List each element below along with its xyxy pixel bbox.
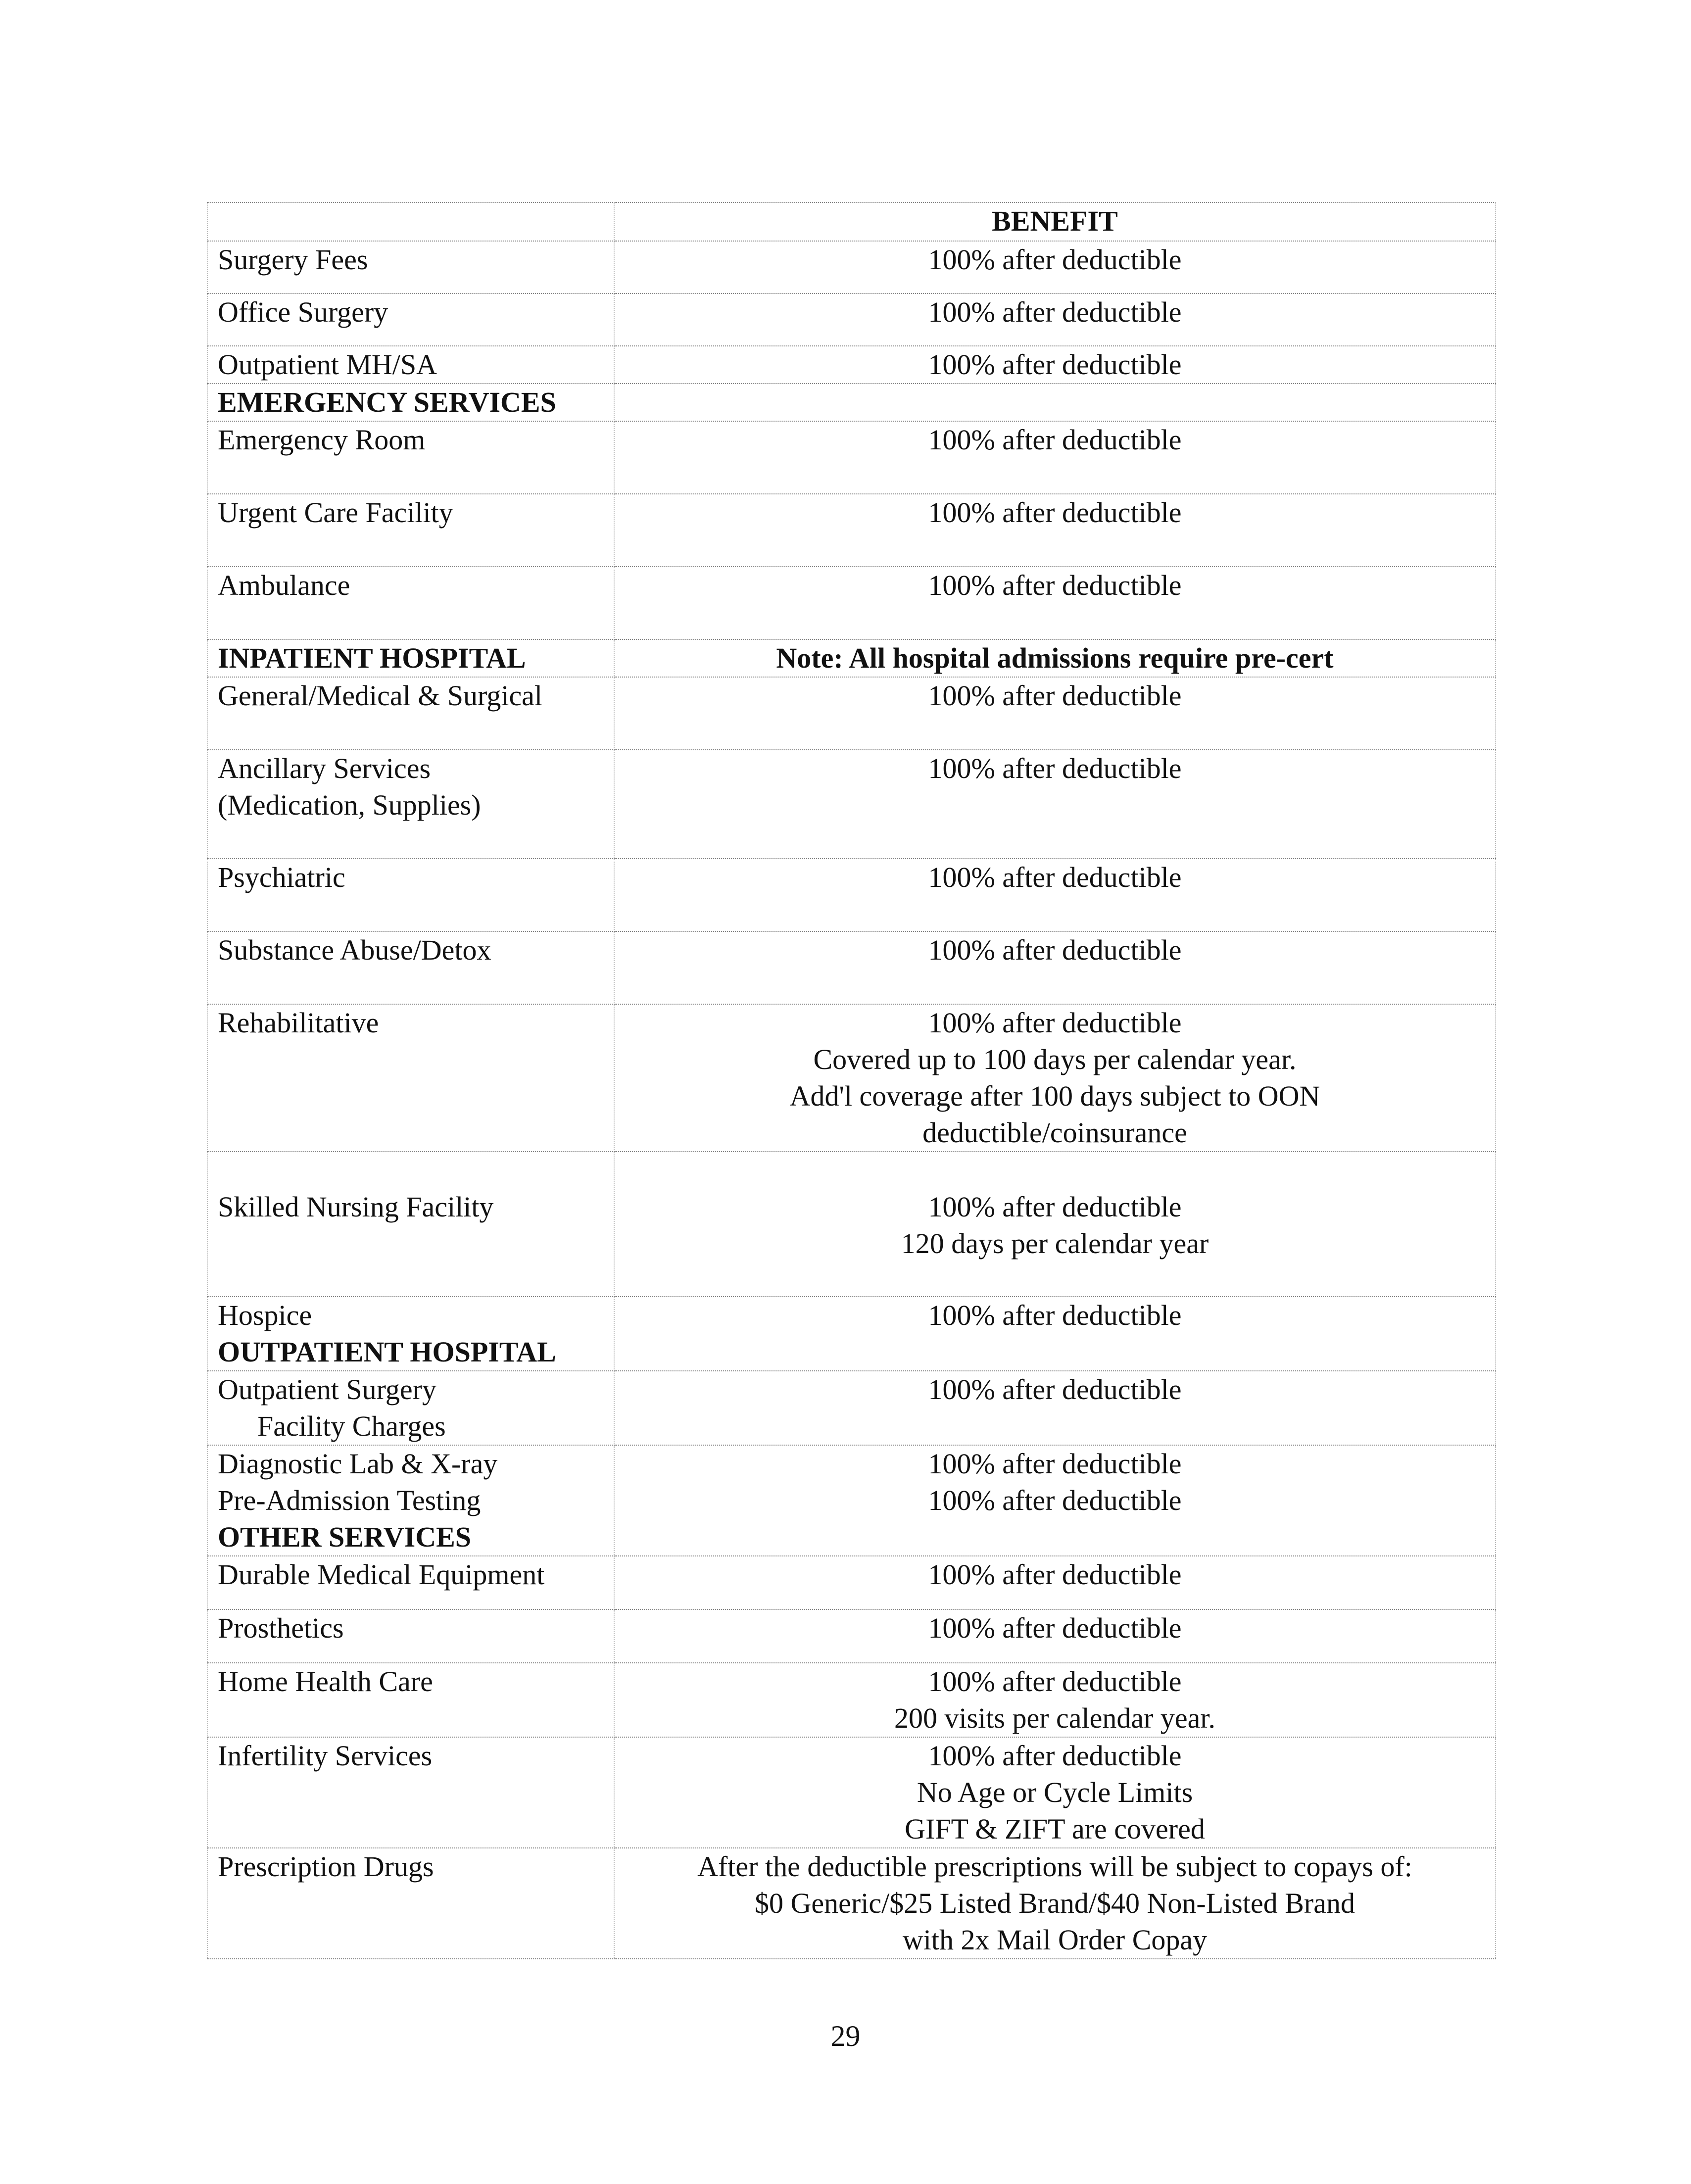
row-value: 100% after deductible: [928, 1612, 1182, 1644]
row-label: Ancillary Services: [218, 752, 431, 784]
row-value: 100% after deductible: [928, 296, 1182, 328]
row-value: 100% after deductible: [928, 348, 1182, 381]
row-label: Home Health Care: [218, 1665, 433, 1698]
table-row: [207, 567, 1496, 639]
table-row: [207, 1371, 1496, 1445]
row-label-sub: Facility Charges: [257, 1410, 446, 1442]
table-row: [207, 494, 1496, 567]
row-label: Diagnostic Lab & X-ray: [218, 1448, 498, 1480]
table-row: [207, 241, 1496, 293]
row-value: 100% after deductible: [928, 424, 1182, 456]
row-value-line: 120 days per calendar year: [901, 1227, 1209, 1260]
row-value: 100% after deductible: [928, 243, 1182, 276]
table-row: [207, 1556, 1496, 1609]
table-row: [207, 1848, 1496, 1959]
row-label: Emergency Room: [218, 424, 426, 456]
row-label: Rehabilitative: [218, 1007, 379, 1039]
row-label: Infertility Services: [218, 1740, 433, 1772]
table-row: [207, 1737, 1496, 1848]
table-row: [207, 1297, 1496, 1371]
row-value: 100% after deductible: [928, 1558, 1182, 1591]
row-value: 100% after deductible: [928, 1740, 1182, 1772]
table-row: [207, 346, 1496, 384]
table-header-row: [207, 202, 1496, 241]
row-label: Psychiatric: [218, 861, 345, 893]
row-label: Skilled Nursing Facility: [218, 1191, 494, 1223]
row-label: Prosthetics: [218, 1612, 344, 1644]
table-row: [207, 421, 1496, 494]
section-heading-inpatient: INPATIENT HOSPITAL: [218, 642, 526, 674]
pre-cert-note: Note: All hospital admissions require pre-cert: [776, 642, 1334, 674]
row-label: Office Surgery: [218, 296, 388, 328]
table-row: [207, 1445, 1496, 1556]
section-heading-other: OTHER SERVICES: [218, 1521, 472, 1553]
table-row: [207, 293, 1496, 346]
header-label-cell: [207, 202, 614, 241]
benefits-table: [207, 202, 1496, 1959]
row-value: 100% after deductible: [928, 1007, 1182, 1039]
row-label: Ambulance: [218, 569, 350, 601]
row-value: 100% after deductible: [928, 569, 1182, 601]
row-label: Hospice: [218, 1299, 312, 1331]
row-label: Substance Abuse/Detox: [218, 934, 491, 966]
row-value: 100% after deductible: [928, 496, 1182, 529]
row-value-line: 200 visits per calendar year.: [894, 1702, 1216, 1734]
section-heading-outpatient: OUTPATIENT HOSPITAL: [218, 1336, 556, 1368]
row-label: Outpatient MH/SA: [218, 348, 437, 381]
table-row: [207, 1609, 1496, 1663]
section-row: [207, 639, 1496, 677]
row-label: Outpatient Surgery: [218, 1373, 436, 1406]
section-heading-emergency: EMERGENCY SERVICES: [218, 386, 556, 418]
row-label: Pre-Admission Testing: [218, 1484, 481, 1516]
row-value: 100% after deductible: [928, 1665, 1182, 1698]
row-value: 100% after deductible: [928, 679, 1182, 712]
row-value-line: No Age or Cycle Limits: [917, 1776, 1193, 1808]
row-label-sub: (Medication, Supplies): [218, 789, 481, 821]
row-label: Urgent Care Facility: [218, 496, 453, 529]
row-value: 100% after deductible: [928, 1191, 1182, 1223]
row-label: Durable Medical Equipment: [218, 1558, 545, 1591]
section-row: [207, 384, 1496, 421]
table-row: [207, 1152, 1496, 1297]
table-row: [207, 1663, 1496, 1737]
row-value-line: GIFT & ZIFT are covered: [905, 1813, 1205, 1845]
row-value: 100% after deductible: [928, 1373, 1182, 1406]
row-value-line: Add'l coverage after 100 days subject to OON: [789, 1080, 1320, 1112]
row-value: After the deductible prescriptions will be subject to copays of:: [697, 1850, 1412, 1883]
row-label: Surgery Fees: [218, 243, 368, 276]
row-value: 100% after deductible: [928, 1448, 1182, 1480]
header-benefit-cell: BENEFIT: [614, 202, 1496, 241]
row-value: 100% after deductible: [928, 1484, 1182, 1516]
row-value-line: deductible/coinsurance: [922, 1116, 1187, 1149]
row-value: 100% after deductible: [928, 934, 1182, 966]
table-row: [207, 931, 1496, 1004]
row-label: General/Medical & Surgical: [218, 679, 543, 712]
table-row: [207, 677, 1496, 750]
row-value-line: $0 Generic/$25 Listed Brand/$40 Non-Listed Brand: [755, 1887, 1355, 1919]
row-value-line: with 2x Mail Order Copay: [902, 1924, 1208, 1956]
row-label: Prescription Drugs: [218, 1850, 434, 1883]
page-number: 29: [830, 2020, 861, 2052]
table-row: [207, 750, 1496, 859]
row-value-line: Covered up to 100 days per calendar year.: [813, 1043, 1297, 1075]
table-row: [207, 1004, 1496, 1152]
row-value: 100% after deductible: [928, 861, 1182, 893]
row-value: 100% after deductible: [928, 752, 1182, 784]
row-value: 100% after deductible: [928, 1299, 1182, 1331]
table-row: [207, 859, 1496, 931]
